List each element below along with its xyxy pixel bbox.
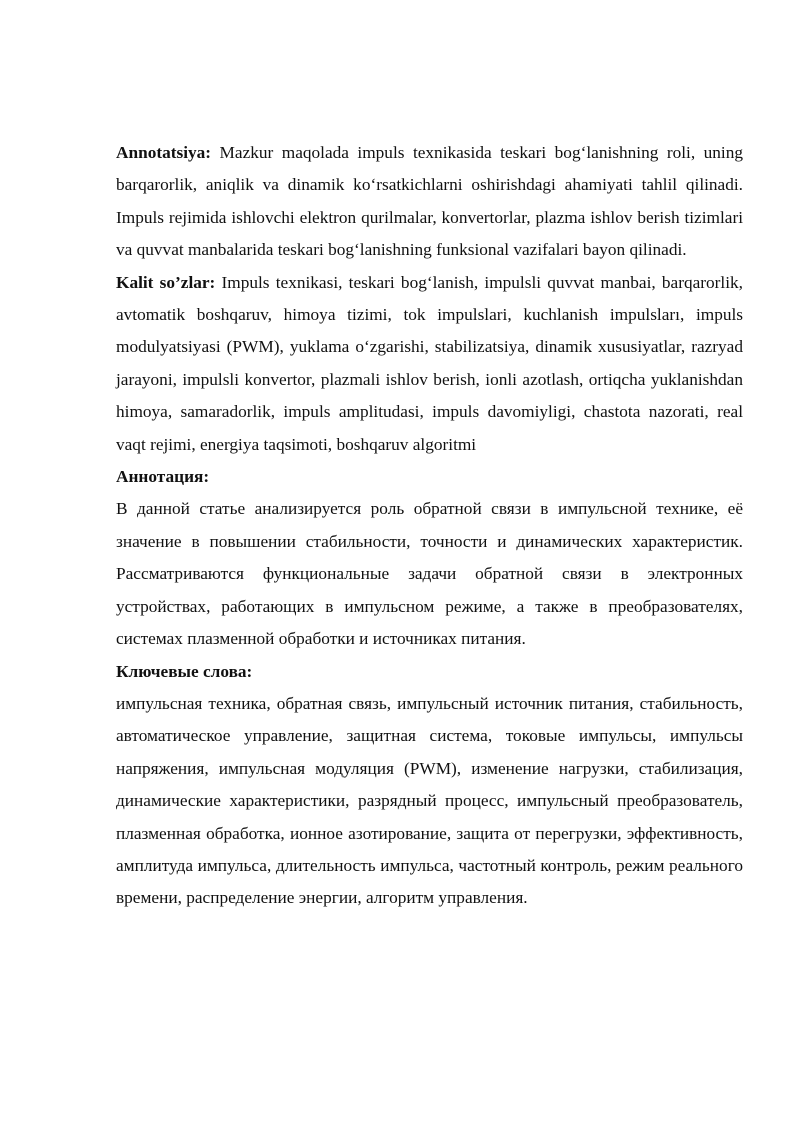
uz-keywords-text: Impuls texnikasi, teskari bog‘lanish, impulsli quvvat manbai, barqarorlik, avtomatik boshqaruv, himoya tizimi, tok impulslari, kuchlanish impulsları, impuls modulyatsiyasi (PWM), yuklama o‘zgarishi, stabilizatsiya, dinamik xususiyatlar, razryad jarayoni, impulsli konvertor, plazmali ishlov berish, ionli azotlash, ortiqcha yuklanishdan himoya, samaradorlik, impuls amplitudasi, impuls davomiyligi, chastota nazorati, real vaqt rejimi, energiya taqsimoti, boshqaruv algoritmi — [116, 272, 743, 454]
uz-keywords-paragraph — [116, 267, 743, 461]
uz-annotation-paragraph — [116, 137, 743, 267]
document-page — [116, 137, 743, 915]
uz-annotation-label: Annotatsiya: — [116, 143, 212, 162]
ru-annotation-heading: Аннотация: — [116, 467, 210, 487]
ru-keywords-heading: Ключевые слова: — [116, 661, 253, 681]
ru-keywords-text: импульсная техника, обратная связь, импульсный источник питания, стабильность, автоматическое управление, защитная система, токовые импульсы, импульсы напряжения, импульсная модуляция (PWM), изменение нагрузки, стабилизация, динамические характеристики, разрядный процесс, импульсный преобразователь, плазменная обработка, ионное азотирование, защита от перегрузки, эффективность, амплитуда импульса, длительность импульса, частотный контроль, режим реального времени, распределение энергии, алгоритм управления. — [116, 693, 743, 908]
ru-annotation-text: В данной статье анализируется роль обратной связи в импульсной технике, её значение в повышении стабильности, точности и динамических характеристик. Рассматриваются функциональные задачи обратной связи в электронных устройствах, работающих в импульсном режиме, а также в преобразователях, системах плазменной обработки и источниках питания. — [116, 499, 743, 649]
uz-annotation-text: Mazkur maqolada impuls texnikasida teskari bog‘lanishning roli, uning barqarorlik, aniqlik va dinamik ko‘rsatkichlarni oshirishdagi ahamiyati tahlil qilinadi. Impuls rejimida ishlovchi elektron qurilmalar, konvertorlar, plazma ishlov berish tizimlari va quvvat manbalarida teskari bog‘lanishning funksional vazifalari bayon qilinadi. — [116, 143, 743, 260]
uz-keywords-label: Kalit so’zlar: — [116, 272, 216, 292]
